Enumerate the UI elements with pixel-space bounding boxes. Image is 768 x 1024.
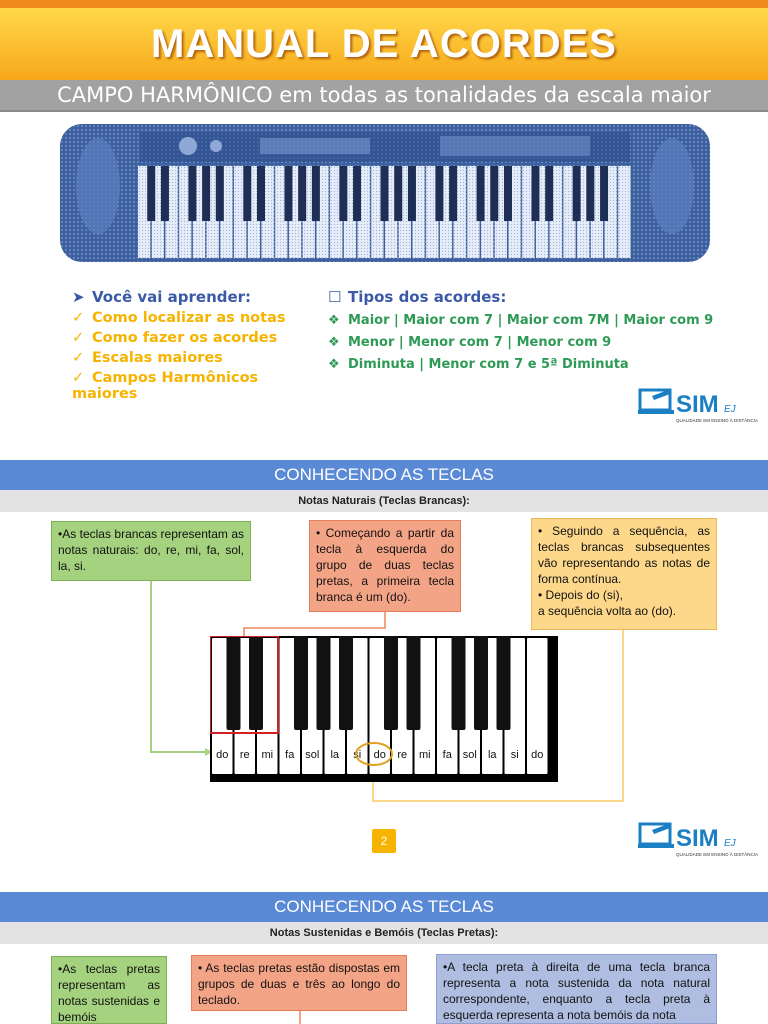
svg-text:SIM: SIM: [676, 391, 719, 418]
learn-heading: ➤ Você vai aprender:: [72, 288, 252, 306]
page-number: 2: [372, 829, 396, 853]
svg-text:QUALIDADE EM ENSINO À DISTÂNCI: QUALIDADE EM ENSINO À DISTÂNCIA: [676, 418, 758, 423]
section-subheader: Notas Naturais (Teclas Brancas):: [0, 490, 768, 512]
note-label: fa: [442, 749, 452, 761]
black-key: [384, 636, 398, 730]
learn-item: ✓ Escalas maiores: [72, 350, 223, 366]
type-item: ❖ Diminuta | Menor com 7 e 5ª Diminuta: [328, 357, 629, 372]
svg-text:SIM: SIM: [676, 825, 719, 852]
learn-item: ✓ Como localizar as notas: [72, 310, 286, 326]
black-key: [474, 636, 488, 730]
learn-item: ✓ Como fazer os acordes: [72, 330, 278, 346]
page-title: MANUAL DE ACORDES: [151, 21, 617, 66]
note-label: la: [330, 749, 340, 761]
note-label: si: [353, 749, 362, 761]
piano-diagram: [210, 636, 558, 782]
black-key: [227, 636, 241, 730]
note-label: mi: [418, 749, 431, 761]
sim-logo: [638, 820, 758, 864]
connector-line: [298, 1011, 302, 1024]
note-label: sol: [305, 749, 320, 761]
note-label: re: [397, 749, 408, 761]
black-key: [497, 636, 511, 730]
section-header: CONHECENDO AS TECLAS: [0, 460, 768, 490]
note-label: sol: [462, 749, 477, 761]
page-subtitle: CAMPO HARMÔNICO em todas as tonalidades da escala maior: [57, 83, 711, 107]
note-box-natural: •As teclas brancas representam as notas naturais: do, re, mi, fa, sol, la, si.: [51, 521, 251, 581]
note-box-sharp-flat: •A tecla preta à direita de uma tecla branca representa a nota sustenida da nota natural correspondente, enquanto a tecla preta à esquerda representa a nota bemóis da nota: [436, 954, 717, 1024]
diamond-bullet-icon: ❖: [328, 335, 340, 350]
svg-text:QUALIDADE EM ENSINO À DISTÂNCI: QUALIDADE EM ENSINO À DISTÂNCIA: [676, 852, 758, 857]
note-box-sequence: • Seguindo a sequência, as teclas brancas subsequentes vão representando as notas de forma contínua. • Depois do (si), a sequência volta ao (do).: [531, 518, 717, 630]
section-header: CONHECENDO AS TECLAS: [0, 892, 768, 922]
types-heading: ☐ Tipos dos acordes:: [328, 288, 507, 306]
note-label: fa: [285, 749, 295, 761]
type-item: ❖ Menor | Menor com 7 | Menor com 9: [328, 335, 612, 350]
note-box-black-keys: •As teclas pretas representam as notas sustenidas e bemóis: [51, 956, 167, 1024]
black-key: [317, 636, 331, 730]
black-key: [407, 636, 421, 730]
diamond-bullet-icon: ❖: [328, 357, 340, 372]
note-label: do: [531, 749, 544, 761]
note-label: do: [373, 749, 386, 761]
type-item: ❖ Maior | Maior com 7 | Maior com 7M | Maior com 9: [328, 313, 714, 328]
diamond-bullet-icon: ❖: [328, 313, 340, 328]
note-label: re: [239, 749, 250, 761]
black-key: [294, 636, 308, 730]
note-label: si: [510, 749, 519, 761]
black-key: [249, 636, 263, 730]
laptop-logo-icon: [638, 820, 758, 864]
section-subheader: Notas Sustenidas e Bemóis (Teclas Pretas):: [0, 922, 768, 944]
svg-text:EJ: EJ: [724, 404, 736, 415]
note-label: la: [487, 749, 497, 761]
note-label: mi: [261, 749, 274, 761]
note-box-groups: • As teclas pretas estão dispostas em grupos de duas e três ao longo do teclado.: [191, 955, 407, 1011]
checkbox-icon: ☐: [328, 288, 342, 306]
black-key: [452, 636, 466, 730]
black-key: [339, 636, 353, 730]
learn-item: ✓ Campos Harmônicos maiores: [72, 370, 259, 402]
note-label: do: [216, 749, 229, 761]
svg-text:EJ: EJ: [724, 838, 736, 849]
note-box-start-do: • Começando a partir da tecla à esquerda do grupo de duas teclas pretas, a primeira tecla branca é um (do).: [309, 520, 461, 612]
